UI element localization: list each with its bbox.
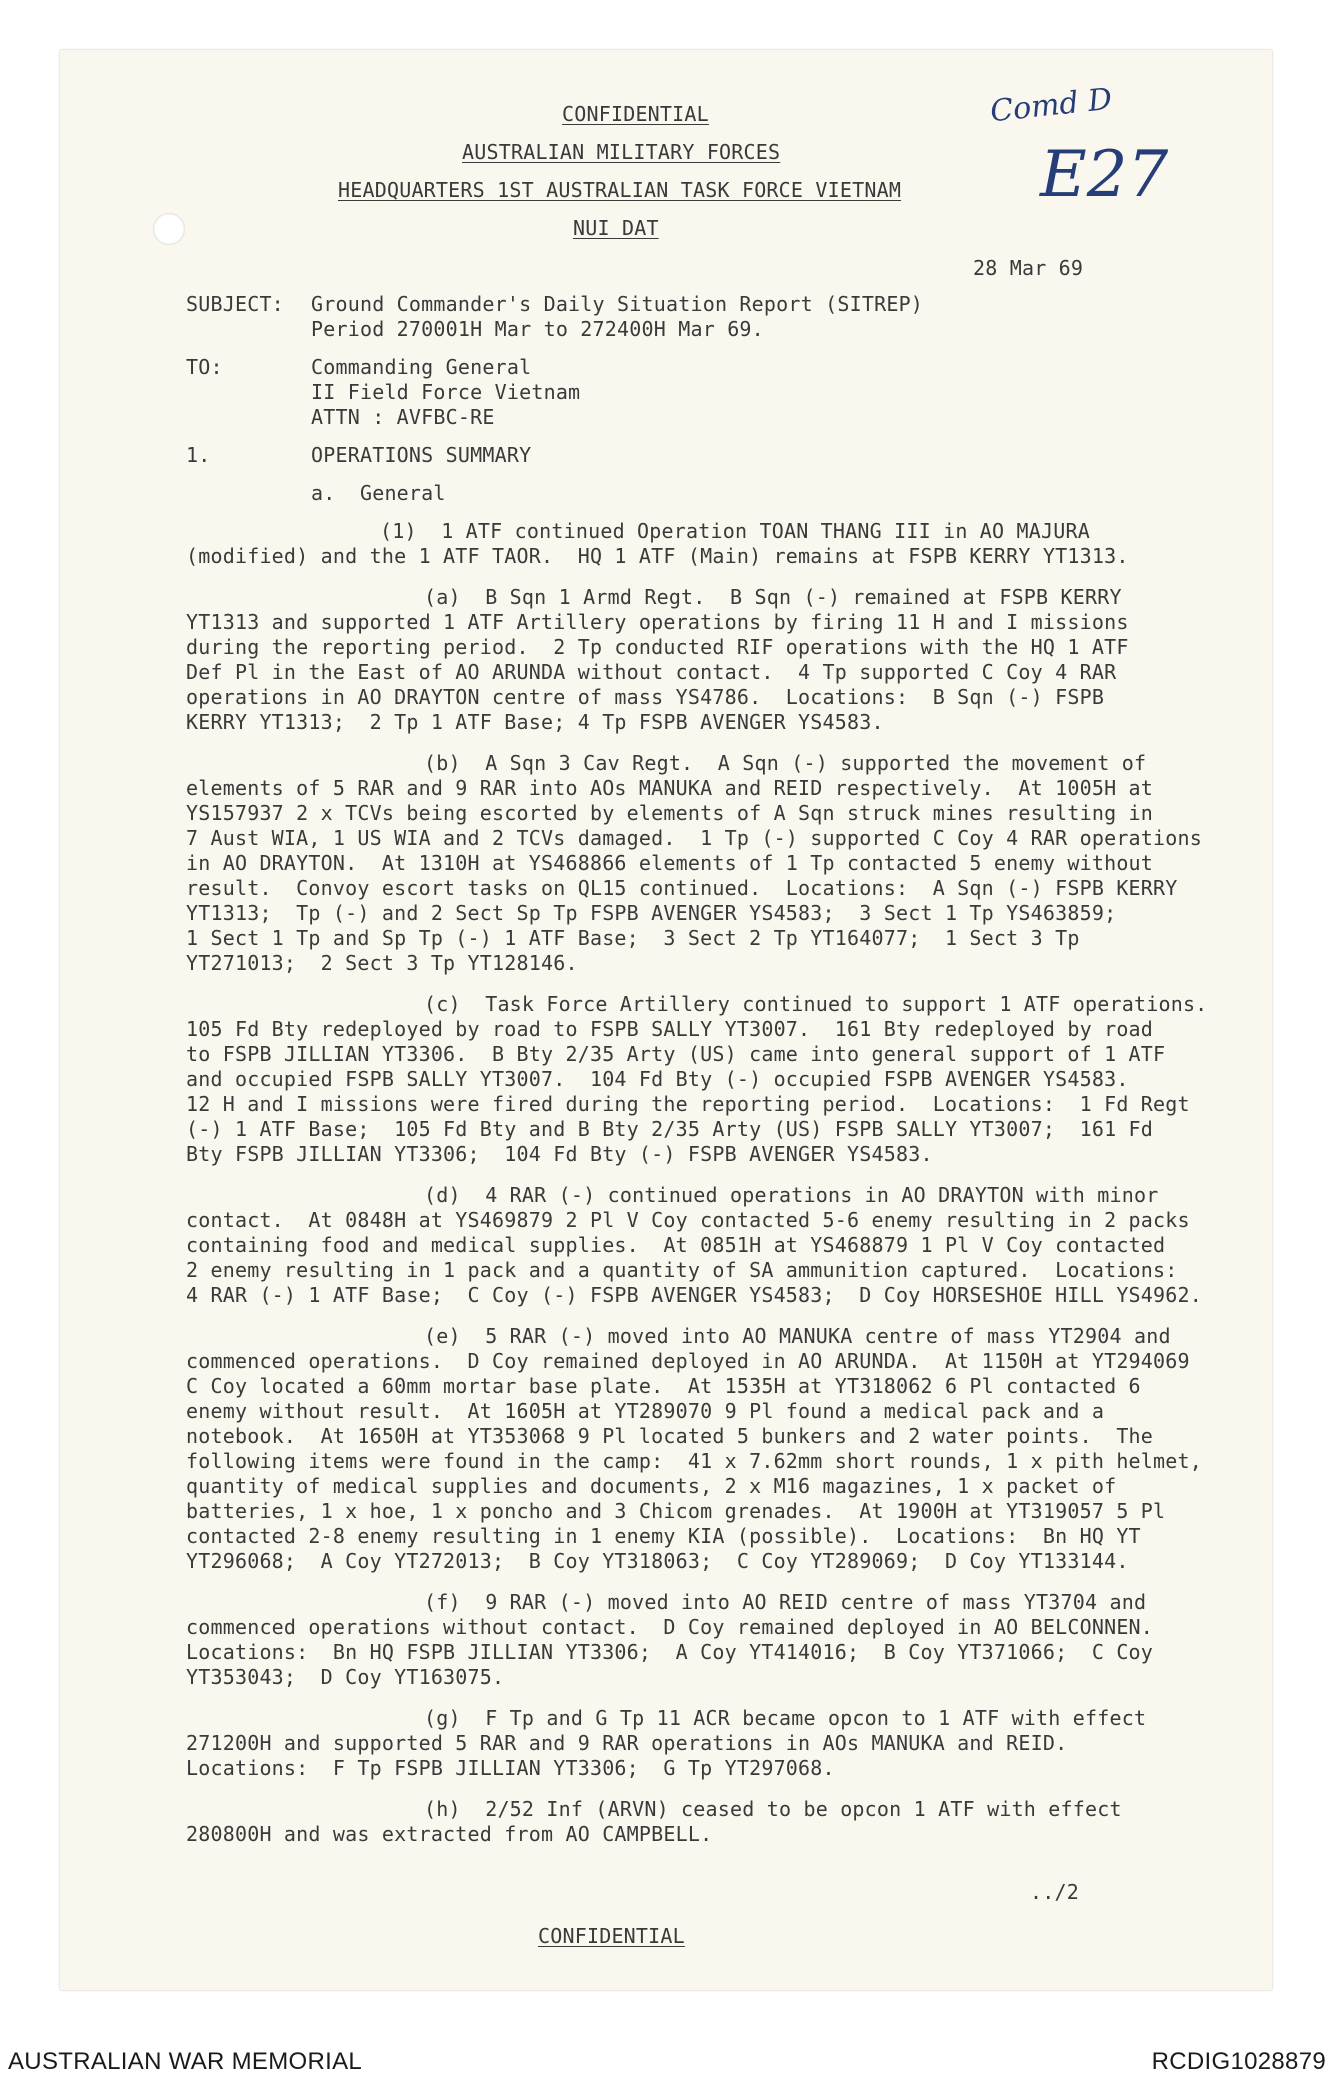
paragraph-line: YT296068; A Coy YT272013; B Coy YT318063; C Coy YT289069; D Coy YT133144. [186,1549,1129,1573]
paragraph-line: operations in AO DRAYTON centre of mass YS4786. Locations: B Sqn (-) FSPB [186,685,1105,709]
paragraph-line: (c) Task Force Artillery continued to support 1 ATF operations. [424,992,1208,1016]
paragraph-line: (d) 4 RAR (-) continued operations in AO DRAYTON with minor [424,1183,1159,1207]
paragraph-line: 7 Aust WIA, 1 US WIA and 2 TCVs damaged. 1 Tp (-) supported C Coy 4 RAR operations [186,826,1203,850]
paragraph-line: 280800H and was extracted from AO CAMPBELL. [186,1822,713,1846]
hq-line: HEADQUARTERS 1ST AUSTRALIAN TASK FORCE VIETNAM [338,178,902,202]
paragraph-line: (b) A Sqn 3 Cav Regt. A Sqn (-) supported the movement of [424,751,1147,775]
paragraph-line: 4 RAR (-) 1 ATF Base; C Coy (-) FSPB AVENGER YS4583; D Coy HORSESHOE HILL YS4962. [186,1283,1203,1307]
report-date: 28 Mar 69 [973,256,1084,280]
paragraph-line: contact. At 0848H at YS469879 2 Pl V Coy contacted 5-6 enemy resulting in 2 packs [186,1208,1190,1232]
to-line: ATTN : AVFBC-RE [311,405,495,429]
paragraph-line: YT271013; 2 Sect 3 Tp YT128146. [186,951,578,975]
paragraph-line: (-) 1 ATF Base; 105 Fd Bty and B Bty 2/35 Arty (US) FSPB SALLY YT3007; 161 Fd [186,1117,1154,1141]
paragraph-line: 2 enemy resulting in 1 pack and a quantity of SA ammunition captured. Locations: [186,1258,1178,1282]
paragraph-line: containing food and medical supplies. At 0851H at YS468879 1 Pl V Coy contacted [186,1233,1166,1257]
paragraph-line: YT1313; Tp (-) and 2 Sect Sp Tp FSPB AVENGER YS4583; 3 Sect 1 Tp YS463859; [186,901,1117,925]
paragraph-line: 12 H and I missions were fired during the reporting period. Locations: 1 Fd Regt [186,1092,1190,1116]
to-label: TO: [186,355,223,379]
classification-footer: CONFIDENTIAL [538,1924,685,1948]
classification-header: CONFIDENTIAL [562,102,709,126]
paragraph-line: to FSPB JILLIAN YT3306. B Bty 2/35 Arty (US) came into general support of 1 ATF [186,1042,1166,1066]
paragraph-line: C Coy located a 60mm mortar base plate. At 1535H at YT318062 6 Pl contacted 6 [186,1374,1141,1398]
paragraph-line: elements of 5 RAR and 9 RAR into AOs MANUKA and REID respectively. At 1005H at [186,776,1154,800]
page-continuation: ../2 [1030,1880,1079,1904]
paragraph-line: 105 Fd Bty redeployed by road to FSPB SALLY YT3007. 161 Bty redeployed by road [186,1017,1154,1041]
subject-label: SUBJECT: [186,292,284,316]
paragraph-line: batteries, 1 x hoe, 1 x poncho and 3 Chicom grenades. At 1900H at YT319057 5 Pl [186,1499,1166,1523]
handwritten-ref: E27 [1040,138,1169,212]
paragraph-line: Def Pl in the East of AO ARUNDA without contact. 4 Tp supported C Coy 4 RAR [186,660,1117,684]
org-line: AUSTRALIAN MILITARY FORCES [462,140,781,164]
paragraph-line: following items were found in the camp: 41 x 7.62mm short rounds, 1 x pith helmet, [186,1449,1203,1473]
paragraph-line: enemy without result. At 1605H at YT289070 9 Pl found a medical pack and a [186,1399,1105,1423]
handwritten-comd: Comd D [988,81,1114,130]
to-line: II Field Force Vietnam [311,380,581,404]
section-title: OPERATIONS SUMMARY [311,443,532,467]
subject-line: Period 270001H Mar to 272400H Mar 69. [311,317,764,341]
paragraph-line: in AO DRAYTON. At 1310H at YS468866 elements of 1 Tp contacted 5 enemy without [186,851,1154,875]
paragraph-line: quantity of medical supplies and documents, 2 x M16 magazines, 1 x packet of [186,1474,1117,1498]
paragraph-line: YT353043; D Coy YT163075. [186,1665,505,1689]
paragraph-line: (1) 1 ATF continued Operation TOAN THANG III in AO MAJURA [380,519,1090,543]
paragraph-line: 1 Sect 1 Tp and Sp Tp (-) 1 ATF Base; 3 Sect 2 Tp YT164077; 1 Sect 3 Tp [186,926,1080,950]
paragraph-line: YS157937 2 x TCVs being escorted by elements of A Sqn struck mines resulting in [186,801,1154,825]
paragraph-line: commenced operations without contact. D Coy remained deployed in AO BELCONNEN. [186,1615,1154,1639]
location-line: NUI DAT [573,216,659,240]
paragraph-line: commenced operations. D Coy remained deployed in AO ARUNDA. At 1150H at YT294069 [186,1349,1190,1373]
paragraph-line: Locations: Bn HQ FSPB JILLIAN YT3306; A Coy YT414016; B Coy YT371066; C Coy [186,1640,1154,1664]
subsection-title: a. General [311,481,446,505]
paragraph-line: (modified) and the 1 ATF TAOR. HQ 1 ATF (Main) remains at FSPB KERRY YT1313. [186,544,1129,568]
paragraph-line: (h) 2/52 Inf (ARVN) ceased to be opcon 1 ATF with effect [424,1797,1122,1821]
section-number: 1. [186,443,211,467]
paragraph-line: Locations: F Tp FSPB JILLIAN YT3306; G Tp YT297068. [186,1756,835,1780]
paragraph-line: during the reporting period. 2 Tp conducted RIF operations with the HQ 1 ATF [186,635,1129,659]
archive-id: RCDIG1028879 [1151,2048,1326,2075]
subject-line: Ground Commander's Daily Situation Report (SITREP) [311,292,924,316]
paragraph-line: KERRY YT1313; 2 Tp 1 ATF Base; 4 Tp FSPB AVENGER YS4583. [186,710,884,734]
paragraph-line: result. Convoy escort tasks on QL15 continued. Locations: A Sqn (-) FSPB KERRY [186,876,1178,900]
paragraph-line: (a) B Sqn 1 Armd Regt. B Sqn (-) remained at FSPB KERRY [424,585,1122,609]
paragraph-line: (f) 9 RAR (-) moved into AO REID centre of mass YT3704 and [424,1590,1147,1614]
paragraph-line: (e) 5 RAR (-) moved into AO MANUKA centre of mass YT2904 and [424,1324,1171,1348]
punch-hole [153,213,185,245]
paragraph-line: contacted 2-8 enemy resulting in 1 enemy KIA (possible). Locations: Bn HQ YT [186,1524,1141,1548]
paragraph-line: 271200H and supported 5 RAR and 9 RAR operations in AOs MANUKA and REID. [186,1731,1068,1755]
to-line: Commanding General [311,355,532,379]
paragraph-line: (g) F Tp and G Tp 11 ACR became opcon to 1 ATF with effect [424,1706,1147,1730]
archive-credit: AUSTRALIAN WAR MEMORIAL [8,2048,363,2075]
paragraph-line: Bty FSPB JILLIAN YT3306; 104 Fd Bty (-) FSPB AVENGER YS4583. [186,1142,933,1166]
paragraph-line: YT1313 and supported 1 ATF Artillery operations by firing 11 H and I missions [186,610,1129,634]
paragraph-line: notebook. At 1650H at YT353068 9 Pl located 5 bunkers and 2 water points. The [186,1424,1154,1448]
paragraph-line: and occupied FSPB SALLY YT3007. 104 Fd Bty (-) occupied FSPB AVENGER YS4583. [186,1067,1129,1091]
